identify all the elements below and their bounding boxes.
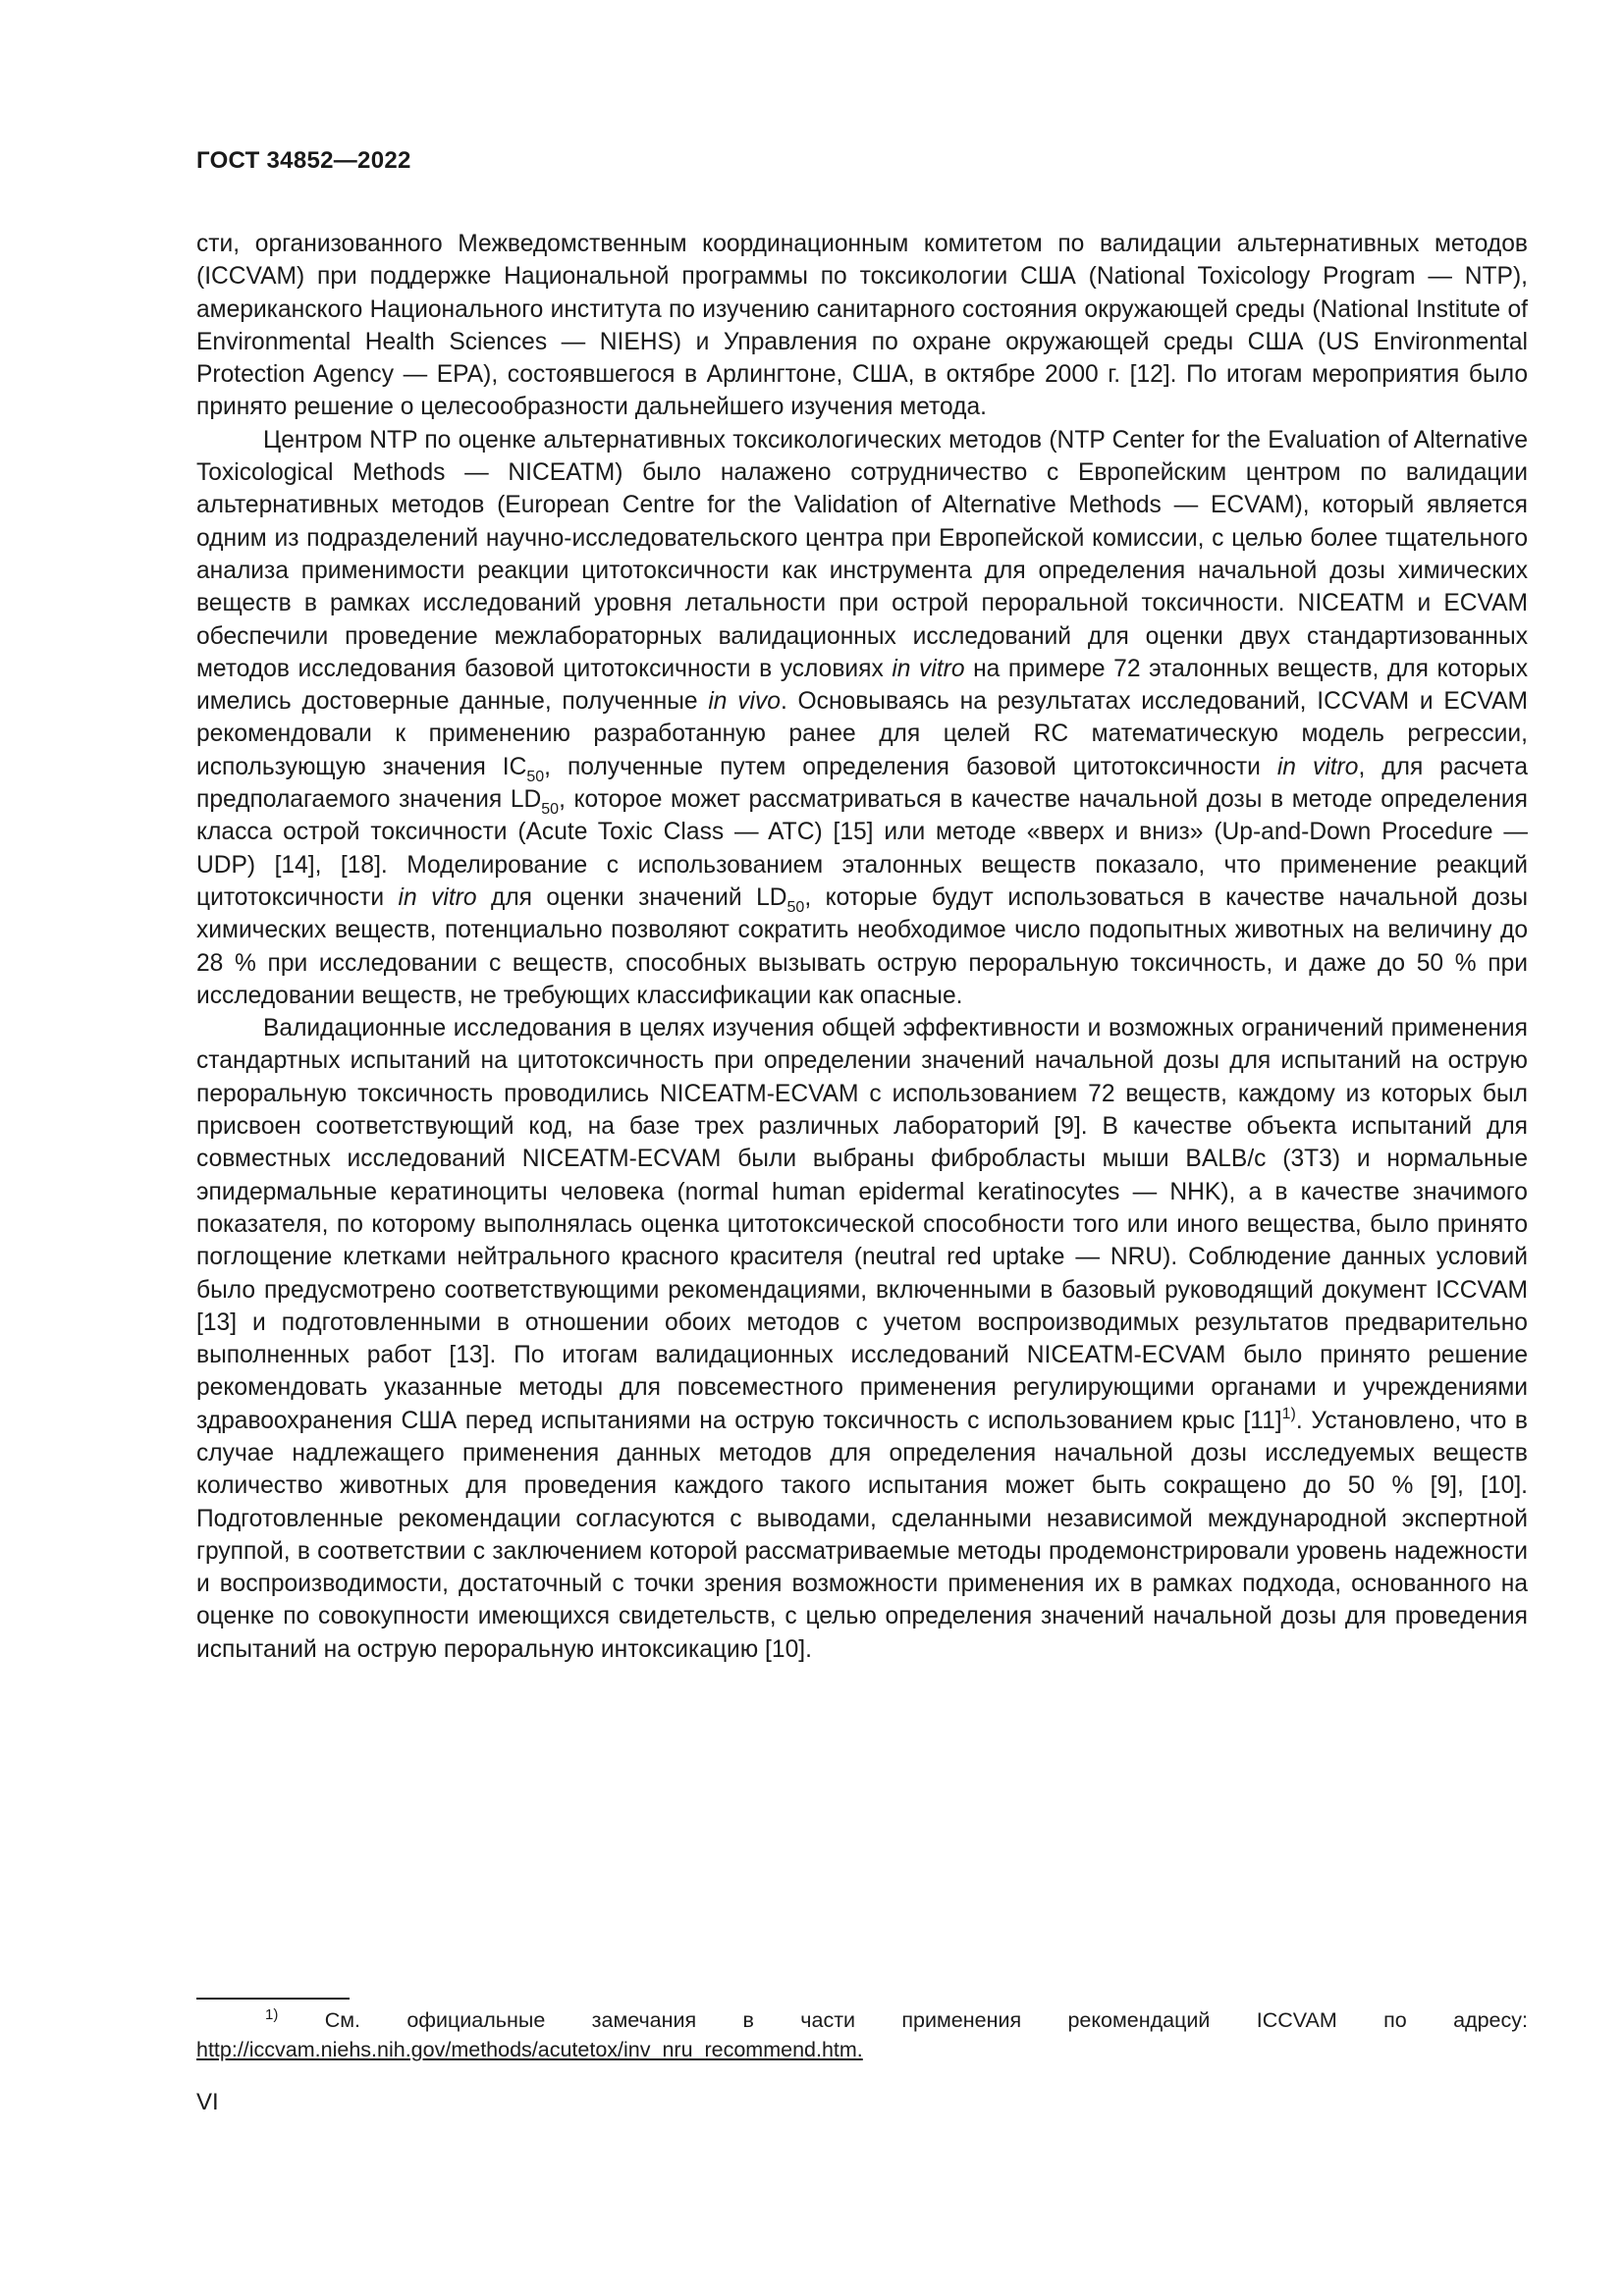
text-run: Валидационные исследования в целях изучения общей эффективности и возможных ограничений применения стандартных испытаний на цитотоксичность при определении значений начальной дозы для испытаний на острую пероральную токсичность проводились NICEATM-ECVAM с использованием 72 веществ, каждому из которых был присвоен соответствующий код, на базе трех различных лабораторий [9]. В качестве объекта испытаний для совместных исследований NICEATM-ECVAM были выбраны фибробласты мыши BALB/c (3T3) и нормальные эпидермальные кератиноциты человека (normal human epidermal keratinocytes — NHK), а в качестве значимого показателя, по которому выполнялась оценка цитотоксической способности того или иного вещества, было принято поглощение клетками нейтрального красного красителя (neutral red uptake — NRU). Соблюдение данных условий было предусмотрено соответствующими рекомендациями, включенными в базовый руководящий документ ICCVAM [13] и подготовленными в отношении обоих методов с учетом воспроизводимых результатов предварительно выполненных работ [13]. По итогам валидационных исследований NICEATM-ECVAM было принято решение рекомендовать указанные методы для повсеместного применения регулирующими органами и учреждениями здравоохранения США перед испытаниями на острую токсичность с использованием крыс [11] [196,1015,1528,1434]
italic-term: in vitro [398,883,477,911]
italic-term: in vivo [708,688,781,716]
italic-term: in vitro [892,655,965,682]
text-run: , которое может рассматриваться в качестве начальной дозы в методе определения класса острой токсичности (Acute Toxic Class — ATC) [15] или методе «вверх и вниз» (Up-and-Down Procedure — UDP) [14], [18]. Моделирование с использованием эталонных веществ показало, что применение реакций цитотоксичности [196,786,1528,911]
footnote-link[interactable]: http://iccvam.niehs.nih.gov/methods/acutetox/inv_nru_recommend.htm. [196,2038,863,2061]
paragraph-validation-studies [196,1012,1528,1666]
footnote-reference: 1) [1281,1405,1296,1422]
page-number: VI [196,2089,219,2115]
subscript: 50 [526,768,545,785]
italic-term: in vitro [1276,753,1359,780]
text-run: для оценки значений LD [476,883,787,911]
text-run: на примере 72 эталонных веществ, для которых имелись достоверные данные, полученные [196,655,1529,716]
main-text [196,228,1528,1666]
subscript: 50 [786,898,805,916]
subscript: 50 [541,801,560,819]
paragraph-continuation [196,228,1528,424]
footnote [196,2005,1528,2064]
text-run: , полученные путем определения базовой цитотоксичности [544,753,1277,780]
footnote-separator [196,1998,350,2000]
footnote-text: См. официальные замечания в части применения рекомендаций ICCVAM по адресу: [278,2008,1528,2032]
text-run: Центром NTP по оценке альтернативных токсикологических методов (NTP Center for the Evaluation of Alternative Toxicological Methods — NICEATM) было налажено сотрудничество с Европейским центром по валидации альтернативных методов (European Centre for the Validation of Alternative Methods — ECVAM), который является одним из подразделений научно-исследовательского центра при Европейской комиссии, с целью более тщательного анализа применимости реакции цитотоксичности как инструмента для определения начальной дозы химических веществ в рамках исследований уровня летальности при острой пероральной токсичности. NICEATM и ECVAM обеспечили проведение межлабораторных валидационных исследований для оценки двух стандартизованных методов исследования базовой цитотоксичности в условиях [196,426,1528,682]
document-code-header: ГОСТ 34852—2022 [196,147,411,174]
text-run: , для расчета предполагаемого значения LD [196,753,1528,814]
text-run: . Основываясь на результатах исследований, ICCVAM и ECVAM рекомендовали к применению разработанную ранее для целей RC математическую модель регрессии, использующую значения IC [196,688,1528,780]
paragraph-niceatm-ecvam [196,424,1528,1012]
text-run: , которые будут использоваться в качестве начальной дозы химических веществ, потенциально позволяют сократить необходимое число подопытных животных на величину до 28 % при исследовании с веществ, способных вызывать острую пероральную токсичность, и даже до 50 % при исследовании веществ, не требующих классификации как опасные. [196,883,1529,1009]
text-run: сти, организованного Межведомственным координационным комитетом по валидации альтернативных методов (ICCVAM) при поддержке Национальной программы по токсикологии США (National Toxicology Program — NTP), американского Национального института по изучению санитарного состояния окружающей среды (National Institute of Environmental Health Sciences — NIEHS) и Управления по охране окружающей среды США (US Environmental Protection Agency — EPA), состоявшегося в Арлингтоне, США, в октябре 2000 г. [12]. По итогам мероприятия было принято решение о целесообразности дальнейшего изучения метода. [196,231,1528,421]
footnote-marker: 1) [265,2006,279,2023]
text-run: . Установлено, что в случае надлежащего применения данных методов для определения начальной дозы исследуемых веществ количество животных для проведения каждого такого испытания может быть сокращено до 50 % [9], [10]. Подготовленные рекомендации согласуются с выводами, сделанными независимой международной экспертной группой, в соответствии с заключением которой рассматриваемые методы продемонстрировали уровень надежности и воспроизводимости, достаточный с точки зрения возможности применения их в рамках подхода, основанного на оценке по совокупности имеющихся свидетельств, с целью определения значений начальной дозы для проведения испытаний на острую пероральную интоксикацию [10]. [196,1407,1529,1663]
